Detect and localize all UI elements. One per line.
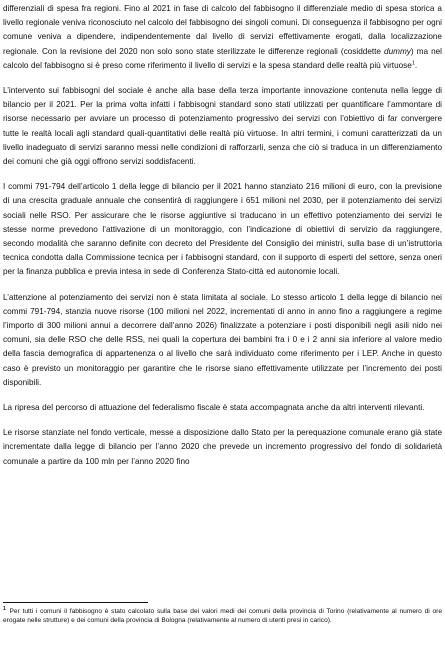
paragraph-regional-differentials: differenziali di spesa fra regioni. Fino al 2021 in fase di calcolo del fabbisogno il differenziale medio di spesa storica a livello regionale veniva riconosciuto nel calcolo del fabbisogno dei singoli comuni. Di conseguenza il fabbisogno per ogni comune veniva a dipendere, indipendentemente dal livello di servizi effettivamente erogati, dalla localizzazione regionale. Con la revisione del 2020 non solo sono state sterilizzate le differenze regionali (cosiddette dummy) ma nel calcolo del fabbisogno si è preso come riferimento il livello di servizi e la spesa standard delle realtà più virtuose$^1$. [3, 4, 442, 70]
footnote [3, 602, 442, 626]
paragraph-federalismo: La ripresa del percorso di attuazione del federalismo fiscale è stata accompagnata anche da altri interventi rilevanti. [3, 403, 425, 413]
body-text [0, 2, 445, 469]
paragraph-commi-791-794: I commi 791-794 dell’articolo 1 della legge di bilancio per il 2021 hanno stanziato 216 milioni di euro, con la previsione di una crescita graduale annuale che consentirà di raggiungere i 651 milioni nel 2030, per il potenziamento dei servizi sociali nelle RSO. Per assicurare che le risorse aggiuntive si traducano in un effettivo potenziamento dei servizi le stesse norme prevedono l’attivazione di un monitoraggio, con l’indicazione di obiettivi di servizio da raggiungere, secondo modalità che saranno definite con decreto del Presidente del Consiglio dei ministri, sulla base di un’istruttoria tecnica condotta dalla Commissione tecnica per i fabbisogni standard, con il supporto di esperti del settore, senza oneri per la finanza pubblica e previa intesa in sede di Conferenza Stato-città ed autonomie locali. [3, 182, 442, 277]
paragraph-social-needs: L’intervento sui fabbisogni del sociale è anche alla base della terza importante innovazione contenuta nella legge di bilancio per il 2021. Per la prima volta infatti i fabbisogni standard sono stati utilizzati per quantificare l’ammontare di risorse necessario per avviare un processo di potenziamento progressivo dei servizi con l’obiettivo di far convergere tutte le realtà locali agli standard quali-quantitativi delle realtà più virtuose. In altri termini, i comuni caratterizzati da un livello inadeguato di servizi saranno messi nelle condizioni di rafforzarli, senza che ciò si traduca in un differenziamento dei comuni che già oggi offrono servizi soddisfacenti. [3, 86, 442, 167]
footnote-number: 1 [3, 605, 6, 612]
paragraph-asili-nido: L’attenzione al potenziamento dei servizi non è stata limitata al sociale. Lo stesso articolo 1 della legge di bilancio nei commi 791-794, stanzia nuove risorse (100 milioni nel 2022, incrementati di anno in anno fino a raggiungere a regime l’importo di 300 milioni annui a decorrere dall’anno 2026) finalizzate a potenziare i posti disponibili negli asili nido nei comuni, sia delle RSO che delle RSS, nei quali la copertura dei bambini fra i 0 e i 2 anni sia inferiore al valore medio della fascia demografica di appartenenza o al livello che sarà individuato come riferimento per i LEP. Anche in questo caso è previsto un monitoraggio per garantire che le risorse siano effettivamente utilizzate per l’incremento dei posti disponibili. [3, 292, 442, 387]
footnote-separator [3, 602, 148, 603]
footnote-text: $^1$ Per tutti i comuni il fabbisogno è stato calcolato sulla base dei valori medi dei comuni della provincia di Torino (relativamente al numero di ore erogate nelle strutture) e dei comuni della provincia di Bologna (relativamente al numero di utenti presi in carico). [3, 605, 442, 625]
italic-term-dummy: dummy [384, 46, 411, 56]
footnote-reference[interactable]: 1 [411, 60, 415, 67]
paragraph-fondo-verticale: Le risorse stanziate nel fondo verticale, messe a disposizione dallo Stato per la perequazione comunale erano già state incrementate dalla legge di bilancio per l’anno 2020 che prevede un incremento progressivo del fondo di solidarietà comunale a partire da 100 mln per l’anno 2020 fino [3, 428, 442, 466]
